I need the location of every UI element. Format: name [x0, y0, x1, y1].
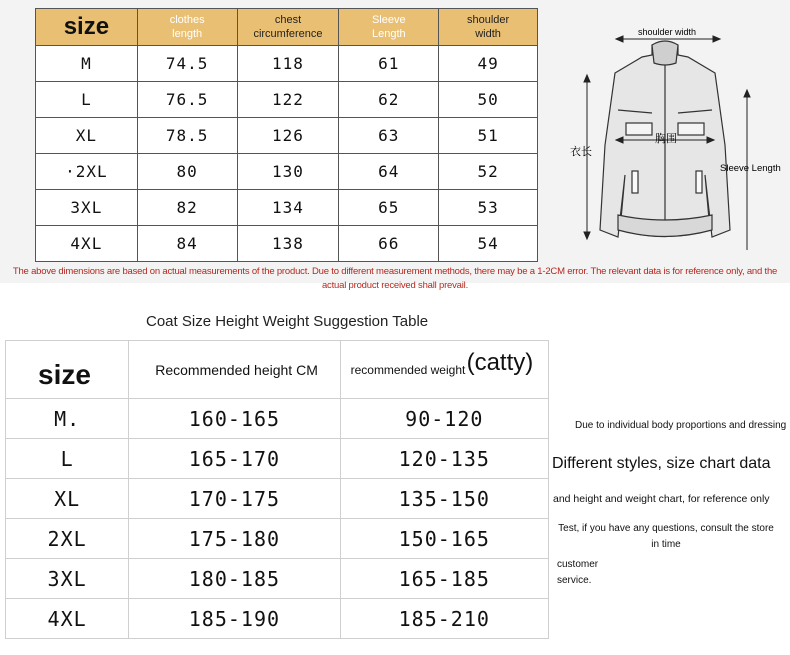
catty-unit: (catty)	[466, 349, 534, 376]
chest-cell: 138	[237, 226, 339, 262]
length-cell: 74.5	[137, 46, 237, 82]
height-cell: 160-165	[129, 399, 340, 439]
chest-cell: 122	[237, 82, 339, 118]
side-note-3: and height and weight chart, for reference only	[553, 493, 770, 505]
side-note-4: Test, if you have any questions, consult the store in time	[558, 523, 774, 550]
size-cell: L	[6, 439, 129, 479]
table-row	[6, 439, 549, 479]
length-cell: 78.5	[137, 118, 237, 154]
header-weight: recommended weight (catty)	[340, 341, 548, 399]
table-row	[36, 118, 538, 154]
table-row	[36, 46, 538, 82]
header-clothes-length: clothes length	[137, 9, 237, 46]
height-cell: 165-170	[129, 439, 340, 479]
header-size: size	[36, 9, 138, 46]
shoulder-cell: 53	[439, 190, 538, 226]
chest-cell: 134	[237, 190, 339, 226]
chest-cell: 130	[237, 154, 339, 190]
measurement-header-row	[36, 9, 538, 46]
suggestion-table-title: Coat Size Height Weight Suggestion Table	[146, 313, 429, 330]
table-row	[36, 226, 538, 262]
shoulder-width-label: shoulder width	[637, 27, 697, 37]
shoulder-cell: 54	[439, 226, 538, 262]
table-row	[6, 559, 549, 599]
height-cell: 175-180	[129, 519, 340, 559]
table-row	[36, 82, 538, 118]
length-cell: 80	[137, 154, 237, 190]
table-row	[6, 519, 549, 559]
length-cell: 84	[137, 226, 237, 262]
side-note-2: Different styles, size chart data	[552, 455, 771, 472]
side-note-1: Due to individual body proportions and dressing	[575, 420, 787, 431]
size-cell: L	[36, 82, 138, 118]
weight-cell: 185-210	[340, 599, 548, 639]
length-cell: 82	[137, 190, 237, 226]
suggestion-header-row	[6, 341, 549, 399]
chest-label: 胸围	[655, 132, 677, 145]
shoulder-cell: 50	[439, 82, 538, 118]
length-cell: 76.5	[137, 82, 237, 118]
size-cell: 4XL	[6, 599, 129, 639]
table-row	[6, 399, 549, 439]
jacket-diagram	[560, 15, 785, 250]
size-cell: M.	[6, 399, 129, 439]
size-cell: 3XL	[6, 559, 129, 599]
shoulder-cell: 51	[439, 118, 538, 154]
height-weight-table	[5, 340, 549, 639]
size-cell: M	[36, 46, 138, 82]
measurement-table	[35, 8, 538, 262]
size-cell: XL	[6, 479, 129, 519]
size-cell: 2XL	[6, 519, 129, 559]
shoulder-cell: 49	[439, 46, 538, 82]
weight-cell: 150-165	[340, 519, 548, 559]
sleeve-cell: 64	[339, 154, 439, 190]
table-row	[36, 154, 538, 190]
sleeve-cell: 62	[339, 82, 439, 118]
size-cell: 3XL	[36, 190, 138, 226]
shoulder-cell: 52	[439, 154, 538, 190]
header-chest: chest circumference	[237, 9, 339, 46]
sleeve-label: Sleeve Length	[720, 163, 781, 174]
weight-cell: 90-120	[340, 399, 548, 439]
table-row	[6, 599, 549, 639]
side-note-5: customer service.	[557, 559, 599, 586]
size-cell: ·2XL	[36, 154, 138, 190]
sleeve-cell: 63	[339, 118, 439, 154]
length-label: 衣长	[570, 145, 592, 158]
chest-cell: 126	[237, 118, 339, 154]
weight-cell: 135-150	[340, 479, 548, 519]
height-cell: 185-190	[129, 599, 340, 639]
chest-cell: 118	[237, 46, 339, 82]
height-cell: 180-185	[129, 559, 340, 599]
size-cell: 4XL	[36, 226, 138, 262]
header-height: Recommended height CM	[129, 341, 340, 399]
header-shoulder: shoulder width	[439, 9, 538, 46]
sleeve-cell: 61	[339, 46, 439, 82]
sleeve-cell: 65	[339, 190, 439, 226]
header-size: size	[6, 341, 129, 399]
height-cell: 170-175	[129, 479, 340, 519]
measurement-note: The above dimensions are based on actual measurements of the product. Due to different measurement methods, there may be a 1-2CM error. The relevant data is for reference only, and the actual product received shall prevail.	[12, 266, 778, 291]
sleeve-cell: 66	[339, 226, 439, 262]
header-sleeve: Sleeve Length	[339, 9, 439, 46]
weight-cell: 120-135	[340, 439, 548, 479]
table-row	[6, 479, 549, 519]
weight-cell: 165-185	[340, 559, 548, 599]
table-row	[36, 190, 538, 226]
size-cell: XL	[36, 118, 138, 154]
